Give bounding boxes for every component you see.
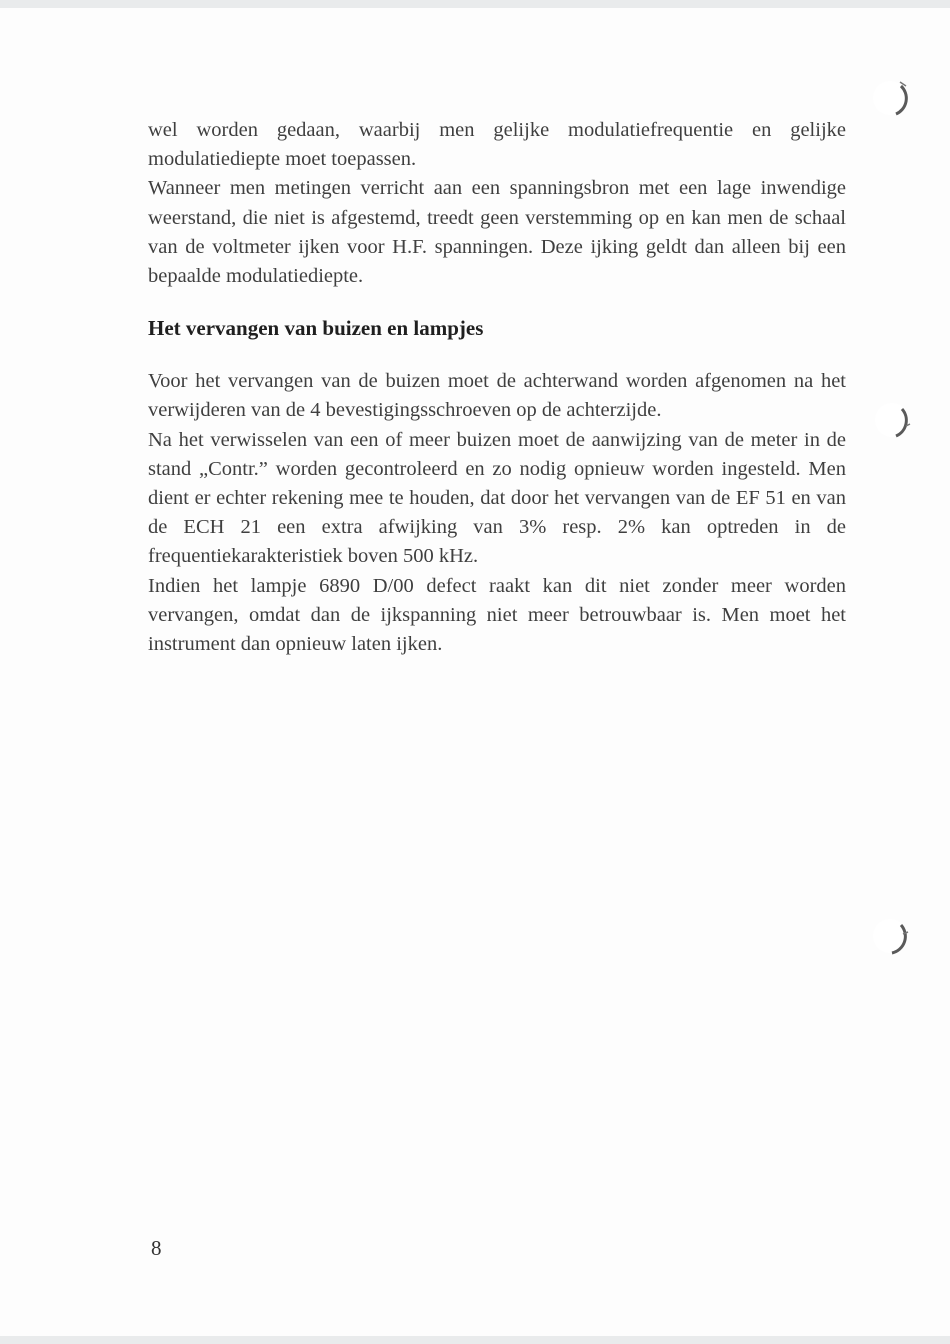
section-heading: Het vervangen van buizen en lampjes — [148, 316, 484, 341]
section-paragraph-1: Voor het vervangen van de buizen moet de achterwand worden afgenomen na het verwijderen van de 4 bevestigingsschroeven op de achterzijde. — [148, 370, 846, 422]
section-paragraph-3: Indien het lampje 6890 D/00 defect raakt kan dit niet zonder meer worden vervangen, omdat dan de ijkspanning niet meer betrouwbaar is. Men moet het instrument dan opnieuw laten ijken. — [148, 574, 846, 656]
intro-paragraph-2: Wanneer men metingen verricht aan een spanningsbron met een lage inwendige weerstand, die niet is afgestemd, treedt geen verstemming op en kan men de schaal van de voltmeter ijken voor H.F. spanningen. Deze ijking geldt dan alleen bij een bepaalde modulatiediepte. — [148, 177, 846, 288]
page-number: 8 — [151, 1236, 162, 1260]
punch-hole-icon — [870, 916, 910, 956]
punch-hole-icon — [872, 400, 912, 440]
section-paragraph-2: Na het verwisselen van een of meer buizen moet de aanwijzing van de meter in de stand „Contr.” worden gecontroleerd en zo nodig opnieuw worden ingesteld. Men dient er echter rekening mee te houden, dat door het vervangen van de EF 51 en van de ECH 21 een extra afwijking van 3% resp. 2% kan optreden in de frequentiekarakteristiek boven 500 kHz. — [148, 428, 846, 568]
page-content — [148, 116, 846, 659]
punch-hole-icon — [870, 78, 910, 118]
intro-paragraph-1: wel worden gedaan, waarbij men gelijke modulatiefrequentie en gelijke modulatiediepte moet toepassen. — [148, 119, 846, 171]
